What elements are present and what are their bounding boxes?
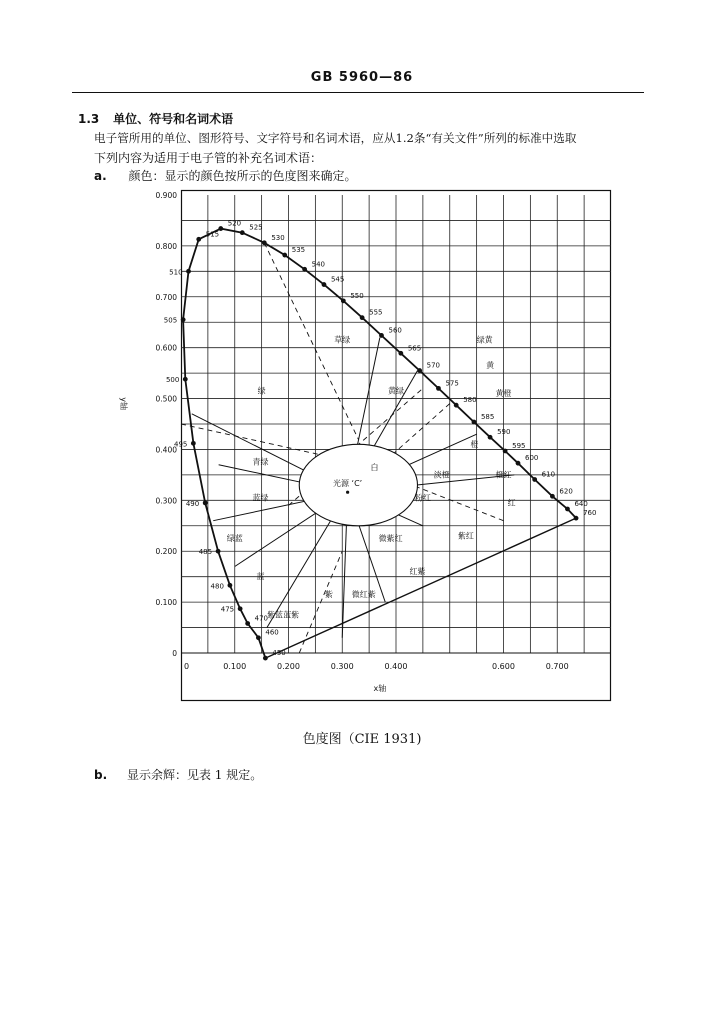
- locus-point: [436, 386, 441, 391]
- wavelength-label: 535: [291, 246, 306, 255]
- locus-point: [398, 351, 403, 356]
- wavelength-label: 505: [163, 316, 178, 325]
- x-tick-label: 0.300: [330, 662, 354, 671]
- locus-point: [565, 507, 570, 512]
- wavelength-label: 550: [350, 291, 364, 300]
- wavelength-label: 460: [265, 628, 279, 637]
- locus-point: [256, 635, 261, 640]
- locus-point: [191, 441, 196, 446]
- chart-svg: [119, 190, 611, 701]
- region-label: 蓝紫: [283, 610, 300, 620]
- region-label: 微紫红: [378, 534, 403, 544]
- region-label: 黄橙: [495, 389, 512, 399]
- region-label: 紫: [324, 590, 333, 600]
- locus-point: [183, 377, 188, 382]
- y-tick-label: 0.900: [155, 191, 177, 200]
- region-label: 紫红: [457, 531, 474, 541]
- y-tick-label: 0.400: [155, 445, 177, 455]
- y-tick-label: 0.800: [155, 241, 177, 251]
- locus-point: [550, 494, 555, 499]
- locus-point: [472, 420, 477, 425]
- illuminant-label: 光源 ‘C’: [333, 479, 363, 489]
- x-tick-label: 0: [184, 662, 190, 671]
- wavelength-label: 540: [311, 260, 325, 269]
- wavelength-label: 490: [185, 499, 200, 508]
- locus-point: [302, 267, 307, 272]
- locus-point: [503, 449, 508, 454]
- wavelength-label: 485: [198, 548, 213, 557]
- wavelength-label: 590: [497, 428, 511, 437]
- wavelength-label: 520: [227, 219, 242, 228]
- wavelength-label: 565: [407, 344, 422, 353]
- item-a-marker: a.: [94, 169, 107, 183]
- item-b: [94, 766, 262, 783]
- wavelength-label: 595: [512, 441, 526, 450]
- section-number: 1.3: [78, 112, 100, 126]
- region-label: 橙红: [495, 470, 512, 480]
- locus-point: [245, 621, 250, 626]
- x-tick-label: 0.700: [545, 662, 569, 671]
- x-axis-label: x轴: [373, 684, 387, 693]
- locus-point: [454, 403, 459, 408]
- region-label: 粉红: [414, 493, 431, 503]
- region-subdivision: [412, 485, 503, 521]
- section-heading: [78, 110, 233, 127]
- chromaticity-chart: [119, 190, 611, 701]
- locus-point: [262, 240, 267, 245]
- y-tick-label: 0.300: [155, 496, 177, 506]
- locus-point: [238, 606, 243, 611]
- wavelength-label: 515: [205, 230, 220, 239]
- region-label: 青绿: [252, 457, 269, 467]
- item-a-text: 颜色：显示的颜色按所示的色度图来确定。: [128, 169, 357, 183]
- region-label: 微红紫: [351, 590, 376, 600]
- y-tick-label: 0.600: [155, 343, 177, 353]
- wavelength-label: 470: [254, 614, 269, 623]
- wavelength-label: 525: [249, 223, 263, 232]
- region-label: 橙: [470, 439, 479, 449]
- locus-point: [282, 253, 287, 258]
- region-label: 蓝: [256, 572, 265, 582]
- region-label: 绿黄: [476, 335, 493, 345]
- wavelength-label: 610: [541, 470, 556, 479]
- y-tick-label: 0.200: [155, 547, 177, 557]
- wavelength-label: 510: [169, 268, 183, 277]
- x-tick-label: 0.400: [384, 662, 408, 671]
- standard-code-header: GB 5960—86: [310, 70, 414, 85]
- region-label: 蓝绿: [252, 493, 269, 503]
- locus-point: [516, 461, 521, 466]
- wavelength-label: 580: [463, 396, 477, 405]
- region-label: 白: [370, 462, 379, 472]
- purple-line: [265, 518, 576, 658]
- locus-point: [216, 549, 221, 554]
- y-tick-label: 0.500: [155, 394, 177, 404]
- section-title: 单位、符号和名词术语: [113, 112, 234, 126]
- wavelength-label: 760: [583, 509, 597, 518]
- wavelength-label: 570: [426, 361, 441, 370]
- region-label: 红紫: [409, 567, 426, 577]
- item-b-marker: b.: [94, 768, 108, 782]
- wavelength-label: 600: [525, 454, 539, 463]
- region-label: 黄: [486, 361, 495, 371]
- region-label: 红: [507, 498, 516, 508]
- region-label: 草绿: [334, 335, 351, 345]
- locus-point: [203, 500, 208, 505]
- locus-point: [488, 435, 493, 440]
- paragraph-line-2: 下列内容为适用于电子管的补充名词术语：: [94, 151, 323, 165]
- locus-point: [181, 317, 186, 322]
- wavelength-label: 480: [210, 582, 224, 591]
- region-label: 紫蓝: [267, 610, 284, 620]
- y-tick-label: 0.100: [155, 598, 177, 608]
- item-b-text: 显示余辉：见表 1 规定。: [126, 768, 263, 782]
- y-axis-label: y轴: [119, 397, 128, 411]
- wavelength-label: 620: [559, 487, 573, 496]
- header-rule: [72, 92, 644, 93]
- region-label: 黄绿: [388, 386, 404, 396]
- wavelength-label: 585: [480, 412, 495, 421]
- region-label: 绿: [257, 386, 266, 396]
- wavelength-label: 560: [388, 326, 402, 335]
- x-tick-label: 0.100: [223, 662, 247, 671]
- region-label: 绿蓝: [226, 534, 243, 544]
- locus-point: [228, 583, 233, 588]
- region-label: 淡橙: [433, 470, 450, 480]
- wavelength-label: 530: [271, 233, 285, 242]
- wavelength-label: 555: [369, 308, 383, 317]
- y-tick-label: 0.700: [155, 292, 177, 302]
- locus-point: [186, 269, 191, 274]
- illuminant-point: [346, 491, 349, 494]
- locus-point: [263, 656, 268, 661]
- wavelength-label: 575: [445, 379, 459, 388]
- locus-point: [341, 298, 346, 303]
- x-tick-label: 0.600: [492, 662, 515, 671]
- locus-point: [532, 477, 537, 482]
- y-tick-label: 0: [172, 649, 177, 658]
- locus-point: [322, 282, 327, 287]
- wavelength-label: 495: [173, 440, 188, 449]
- wavelength-label: 545: [330, 275, 345, 284]
- locus-point: [218, 226, 223, 231]
- locus-point: [360, 315, 365, 320]
- locus-point: [417, 368, 422, 373]
- locus-point: [240, 230, 245, 235]
- wavelength-label: 450: [272, 649, 286, 658]
- x-tick-label: 0.200: [277, 662, 300, 671]
- item-a: [94, 167, 357, 184]
- locus-point: [379, 333, 384, 338]
- chart-caption: 色度图（CIE 1931): [302, 732, 422, 747]
- locus-point: [574, 516, 579, 521]
- locus-point: [196, 237, 201, 242]
- wavelength-label: 500: [165, 376, 180, 385]
- paragraph-line-1: 电子管所用的单位、图形符号、文字符号和名词术语，应从1.2条“有关文件”所列的标准中选取: [94, 131, 577, 145]
- wavelength-label: 475: [220, 605, 235, 614]
- wavelength-label: 640: [574, 499, 588, 508]
